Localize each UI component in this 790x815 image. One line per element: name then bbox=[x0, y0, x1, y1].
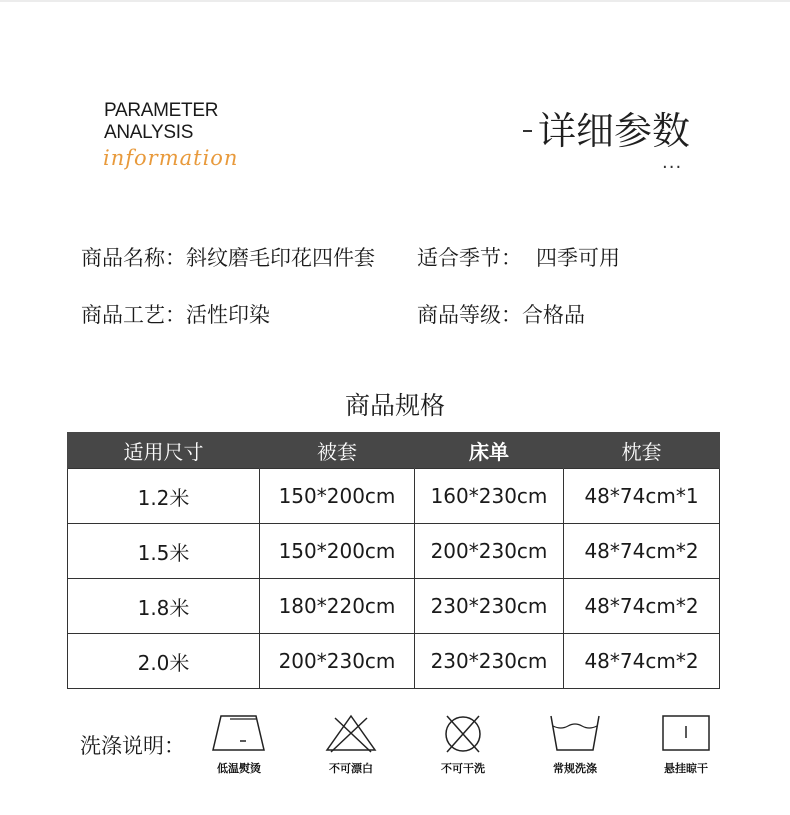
info-value: 斜纹磨毛印花四件套 bbox=[186, 246, 375, 270]
table-row bbox=[68, 469, 720, 524]
spec-header-row bbox=[68, 432, 720, 469]
table-row bbox=[68, 634, 720, 689]
info-season bbox=[417, 242, 620, 272]
cell-sheet: 230*230cm bbox=[415, 579, 564, 634]
title-dots: ... bbox=[662, 152, 683, 173]
cell-pillow: 48*74cm*2 bbox=[564, 524, 720, 579]
cell-size: 1.5米 bbox=[68, 524, 260, 579]
cell-size: 2.0米 bbox=[68, 634, 260, 689]
info-label: 适合季节： bbox=[417, 246, 522, 270]
care-item-wash bbox=[535, 712, 615, 776]
info-label: 商品名称： bbox=[81, 246, 186, 270]
spec-table bbox=[67, 432, 720, 689]
info-product-name bbox=[81, 242, 375, 272]
care-item-dryclean bbox=[423, 712, 503, 776]
table-row bbox=[68, 524, 720, 579]
header-bed-sheet: 床单 bbox=[415, 432, 564, 469]
care-item-hangdry bbox=[646, 712, 726, 776]
cell-size: 1.8米 bbox=[68, 579, 260, 634]
header-pillowcase: 枕套 bbox=[564, 432, 720, 469]
header-size: 适用尺寸 bbox=[68, 432, 260, 469]
normal-wash-icon bbox=[545, 712, 605, 754]
hang-dry-icon bbox=[656, 712, 716, 754]
info-grade bbox=[417, 299, 585, 329]
no-bleach-icon bbox=[321, 712, 381, 754]
script-subtitle: information bbox=[103, 146, 239, 170]
english-heading-line1: PARAMETER bbox=[104, 100, 219, 121]
cell-size: 1.2米 bbox=[68, 469, 260, 524]
cell-pillow: 48*74cm*2 bbox=[564, 579, 720, 634]
page-title bbox=[523, 100, 690, 155]
spec-title: 商品规格 bbox=[344, 391, 445, 420]
cell-duvet: 150*200cm bbox=[260, 524, 415, 579]
cell-duvet: 150*200cm bbox=[260, 469, 415, 524]
care-caption: 不可干洗 bbox=[441, 762, 485, 775]
info-craft bbox=[81, 299, 270, 329]
info-value: 活性印染 bbox=[186, 303, 270, 327]
care-item-iron bbox=[199, 712, 279, 776]
cell-sheet: 200*230cm bbox=[415, 524, 564, 579]
cell-sheet: 230*230cm bbox=[415, 634, 564, 689]
care-caption: 不可漂白 bbox=[329, 762, 373, 775]
info-label: 商品等级： bbox=[417, 303, 522, 327]
english-heading-line2: ANALYSIS bbox=[104, 122, 194, 143]
no-dry-clean-icon bbox=[433, 712, 493, 754]
care-item-bleach bbox=[311, 712, 391, 776]
iron-low-temp-icon bbox=[204, 712, 274, 754]
table-row bbox=[68, 579, 720, 634]
title-dash bbox=[523, 130, 532, 132]
header-duvet-cover: 被套 bbox=[260, 432, 415, 469]
care-caption: 常规洗涤 bbox=[553, 762, 597, 775]
care-caption: 低温熨烫 bbox=[217, 762, 261, 775]
top-divider bbox=[0, 0, 790, 2]
cell-pillow: 48*74cm*2 bbox=[564, 634, 720, 689]
page-title-text: 详细参数 bbox=[538, 109, 691, 153]
info-value: 四季可用 bbox=[536, 246, 620, 270]
care-caption: 悬挂晾干 bbox=[664, 762, 708, 775]
cell-pillow: 48*74cm*1 bbox=[564, 469, 720, 524]
cell-duvet: 200*230cm bbox=[260, 634, 415, 689]
cell-sheet: 160*230cm bbox=[415, 469, 564, 524]
english-heading bbox=[104, 100, 218, 144]
info-label: 商品工艺： bbox=[81, 303, 186, 327]
care-label: 洗涤说明： bbox=[80, 734, 185, 758]
cell-duvet: 180*220cm bbox=[260, 579, 415, 634]
info-value: 合格品 bbox=[522, 303, 585, 327]
